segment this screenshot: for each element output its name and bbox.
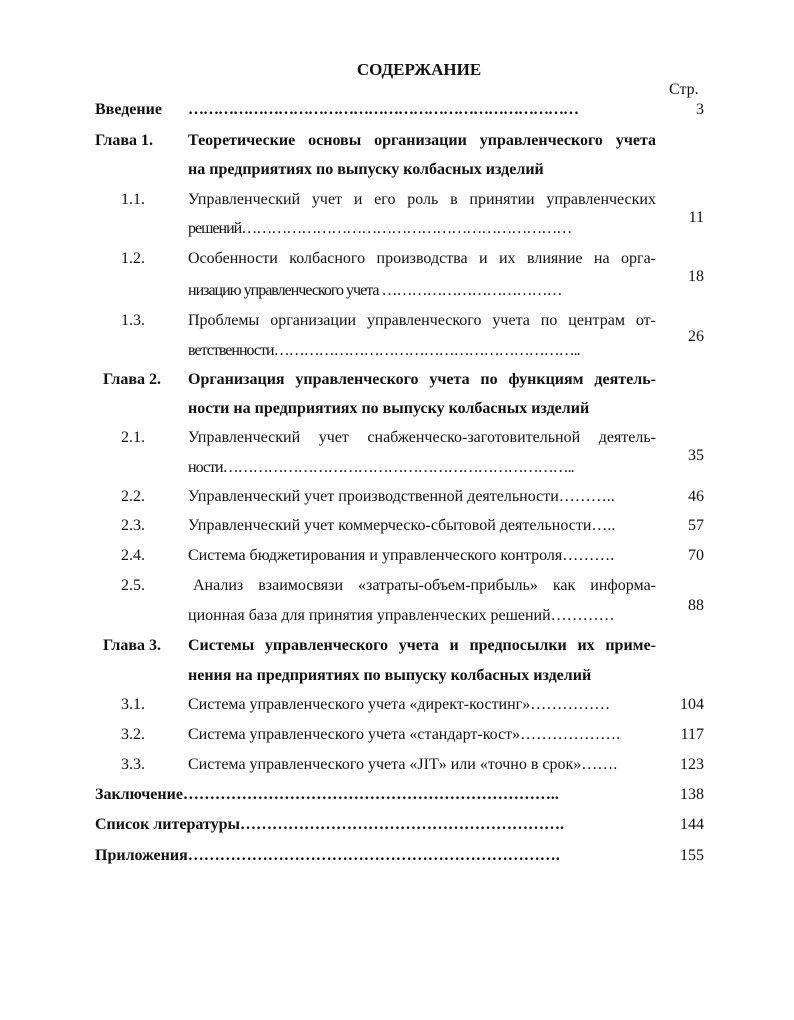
toc-section-2-1-title: Управленческий учет снабженческо-заготовительной деятель-	[188, 429, 656, 446]
toc-chapter-3-title: Системы управленческого учета и предпосылки их приме-	[188, 637, 656, 654]
toc-section-2-3-page: 57	[688, 517, 704, 534]
toc-chapter-2-title: Организация управленческого учета по функциям деятель-	[188, 371, 656, 388]
toc-intro-label: Введение	[95, 101, 162, 118]
toc-section-2-5-label: 2.5.	[121, 577, 145, 594]
toc-section-2-5-title: Анализ взаимосвязи «затраты-объем-прибыль» как информа-	[193, 577, 656, 594]
toc-section-1-3-title: Проблемы организации управленческого учета по центрам от-	[188, 312, 656, 329]
toc-section-1-2-title-cont: низацию управленческого учета ………………………………	[188, 282, 562, 299]
toc-intro-leader: ……………………………………………………………………	[188, 101, 578, 118]
toc-references-page: 144	[680, 816, 704, 833]
toc-section-2-2-page: 46	[688, 488, 704, 505]
toc-section-2-4-label: 2.4.	[121, 547, 145, 564]
toc-section-3-2-page: 117	[680, 726, 704, 743]
toc-section-1-2-label: 1.2.	[121, 250, 145, 267]
toc-section-1-1-title: Управленческий учет и его роль в принятии управленческих	[188, 191, 656, 208]
page-title: СОДЕРЖАНИЕ	[356, 60, 482, 79]
toc-section-3-1-page: 104	[680, 696, 704, 713]
toc-section-1-1-title-cont: решений…………………………………………………………	[188, 220, 572, 237]
toc-section-1-2-title: Особенности колбасного производства и их влияние на орга-	[188, 250, 656, 267]
toc-appendices-page: 155	[680, 847, 704, 864]
toc-section-1-3-page: 26	[688, 328, 704, 345]
toc-section-2-1-label: 2.1.	[121, 429, 145, 446]
toc-references-label: Список литературы…………………………………………………….	[95, 816, 564, 833]
toc-section-1-3-title-cont: ветственности……………………………………………………..	[188, 342, 580, 359]
toc-conclusion-label: Заключение……………………………………………………………..	[95, 786, 559, 803]
toc-section-2-5-page: 88	[688, 597, 704, 614]
toc-section-1-3-label: 1.3.	[121, 312, 145, 329]
toc-appendices-label: Приложения…………………………………………………………….	[95, 847, 560, 864]
toc-section-2-2-title: Управленческий учет производственной деятельности………..	[188, 488, 615, 505]
toc-conclusion-page: 138	[680, 786, 704, 803]
toc-section-2-1-title-cont: ности……………………………………………………………..	[188, 459, 574, 476]
toc-chapter-3-label: Глава 3.	[103, 637, 161, 654]
toc-section-1-1-label: 1.1.	[121, 191, 145, 208]
toc-chapter-1-title: Теоретические основы организации управленческого учета	[188, 132, 656, 149]
toc-chapter-3-title-cont: нения на предприятиях по выпуску колбасных изделий	[188, 667, 592, 684]
toc-section-2-4-page: 70	[688, 547, 704, 564]
toc-section-3-3-page: 123	[680, 756, 704, 773]
toc-section-3-3-title: Система управленческого учета «JIT» или «точно в срок»…….	[188, 756, 618, 773]
toc-section-2-3-label: 2.3.	[121, 517, 145, 534]
toc-section-2-1-page: 35	[688, 447, 704, 464]
toc-section-1-1-page: 11	[688, 209, 704, 226]
toc-section-3-2-title: Система управленческого учета «стандарт-кост»……………….	[188, 726, 621, 743]
toc-intro-page: 3	[696, 101, 704, 118]
toc-section-2-2-label: 2.2.	[121, 488, 145, 505]
toc-chapter-1-label: Глава 1.	[95, 132, 153, 149]
toc-section-2-3-title: Управленческий учет коммерческо-сбытовой деятельности…..	[188, 517, 616, 534]
toc-chapter-1-title-cont: на предприятиях по выпуску колбасных изделий	[188, 161, 544, 178]
toc-chapter-2-label: Глава 2.	[103, 371, 161, 388]
toc-section-3-1-label: 3.1.	[121, 696, 145, 713]
toc-section-2-5-title-cont: ционная база для принятия управленческих решений…………	[188, 607, 615, 624]
toc-section-3-3-label: 3.3.	[121, 756, 145, 773]
toc-section-3-1-title: Система управленческого учета «директ-костинг»……………	[188, 696, 611, 713]
page-column-label: Стр.	[669, 81, 699, 98]
toc-section-3-2-label: 3.2.	[121, 726, 145, 743]
toc-chapter-2-title-cont: ности на предприятиях по выпуску колбасных изделий	[188, 400, 590, 417]
toc-section-2-4-title: Система бюджетирования и управленческого контроля……….	[188, 547, 615, 564]
toc-section-1-2-page: 18	[688, 268, 704, 285]
